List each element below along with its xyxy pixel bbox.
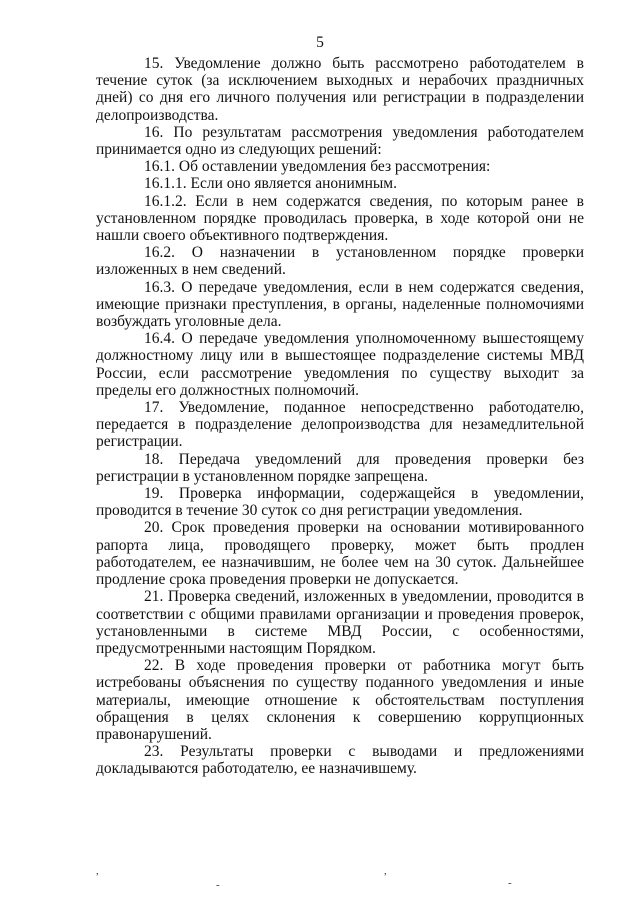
paragraph-16: 16. По результатам рассмотрения уведомления работодателем принимается одно из следующих решений: <box>96 123 584 159</box>
paragraph-21: 21. Проверка сведений, изложенных в уведомлении, проводится в соответствии с общими правилами организации и проведения проверок, установленными в системе МВД России, с особенностями, предусмотренными настоящим Порядком. <box>96 588 584 657</box>
paragraph-19: 19. Проверка информации, содержащейся в уведомлении, проводится в течение 30 суток со дня регистрации уведомления. <box>96 485 584 520</box>
paragraph-16-1-1: 16.1.1. Если оно является анонимным. <box>144 175 397 193</box>
paragraph-16-1-2: 16.1.2. Если в нем содержатся сведения, по которым ранее в установленном порядке проводилась проверка, в ходе которой они не нашли своего объективного подтверждения. <box>96 192 584 245</box>
paragraph-22: 22. В ходе проведения проверки от работника могут быть истребованы объяснения по существу поданного уведомления и иные материалы, имеющие отношение к обстоятельствам поступления обращения в целях склонения к совершению коррупционных правонарушений. <box>96 657 584 743</box>
paragraph-16-1: 16.1. Об оставлении уведомления без рассмотрения: <box>144 158 491 176</box>
paragraph-18: 18. Передача уведомлений для проведения проверки без регистрации в установленном порядке запрещена. <box>96 450 584 485</box>
scan-speck: - <box>508 877 512 889</box>
paragraph-20: 20. Срок проведения проверки на основании мотивированного рапорта лица, проводящего проверку, может быть продлен работодателем, ее назначившим, не более чем на 30 суток. Дальнейшее продление срока проведения проверки не допускается. <box>96 519 584 589</box>
scan-speck: - <box>216 879 220 891</box>
paragraph-16-4: 16.4. О передаче уведомления уполномоченному вышестоящему должностному лицу или в вышестоящее подразделение системы МВД России, если рассмотрение уведомления по существу выходит за пределы его должностных полномочий. <box>96 330 584 399</box>
scan-speck: , <box>96 865 99 877</box>
paragraph-17: 17. Уведомление, поданное непосредственно работодателю, передается в подразделение делопроизводства для незамедлительной регистрации. <box>96 399 584 451</box>
page-number: 5 <box>316 34 324 51</box>
paragraph-23: 23. Результаты проверки с выводами и предложениями докладываются работодателю, ее назначившему. <box>96 743 584 778</box>
paragraph-15: 15. Уведомление должно быть рассмотрено работодателем в течение суток (за исключением выходных и нерабочих праздничных дней) со дня его личного получения или регистрации в подразделении делопроизводства. <box>96 55 584 124</box>
document-body <box>96 55 584 778</box>
paragraph-16-3: 16.3. О передаче уведомления, если в нем содержатся сведения, имеющие признаки преступления, в органы, наделенные полномочиями возбуждать уголовные дела. <box>96 278 584 331</box>
scan-speck: , <box>384 865 387 877</box>
paragraph-16-2: 16.2. О назначении в установленном порядке проверки изложенных в нем сведений. <box>96 244 584 279</box>
